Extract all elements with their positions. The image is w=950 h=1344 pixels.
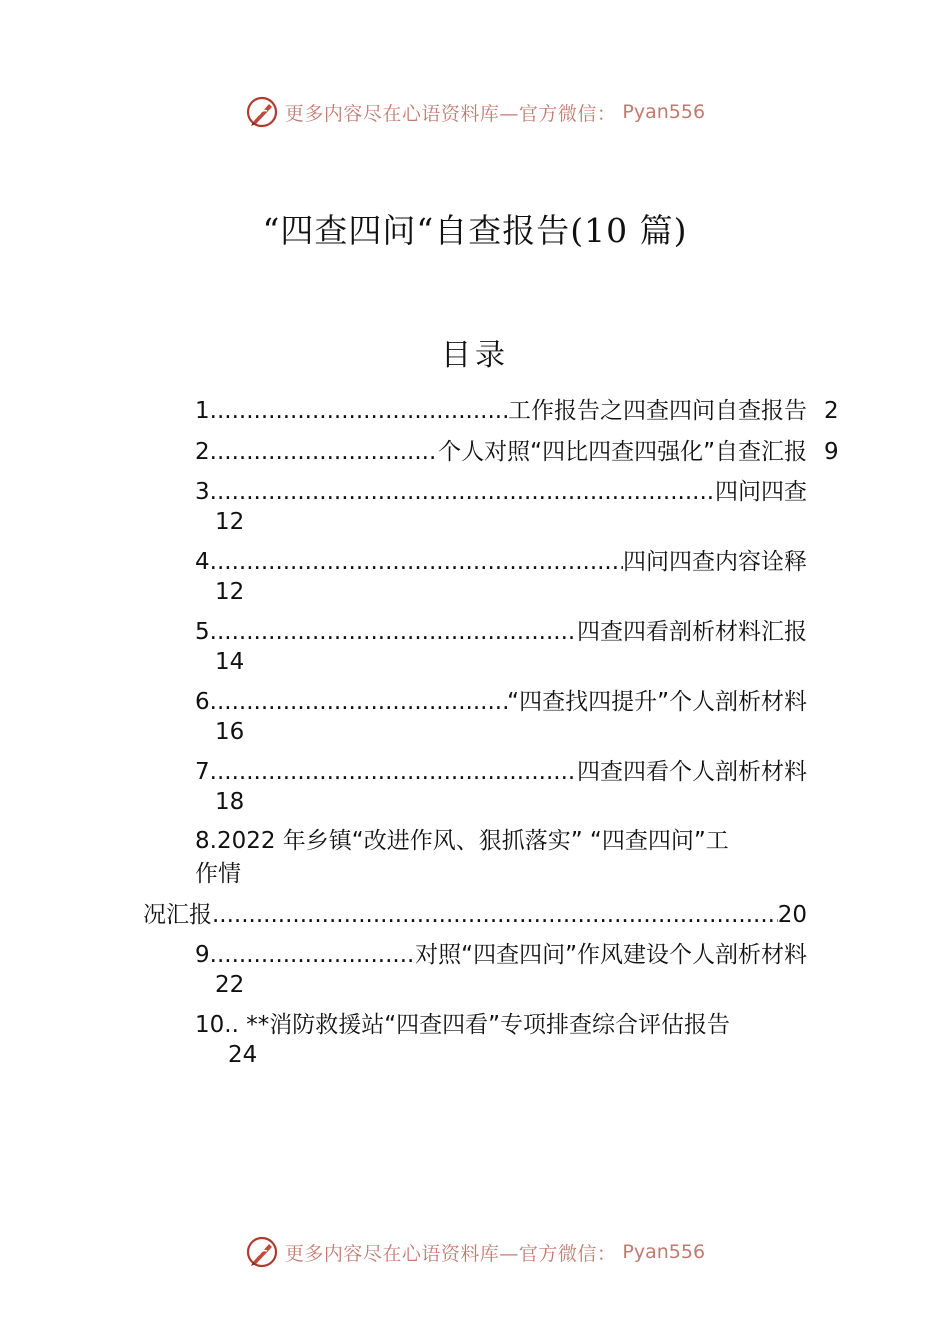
toc-entry-7[interactable] [195, 757, 807, 787]
toc-entry-9[interactable] [195, 940, 807, 970]
toc-entry-title: 工作报告之四查四问自查报告 [508, 398, 807, 424]
toc-entry-number: 10 [195, 1012, 225, 1038]
toc-leader-dots [210, 940, 416, 970]
toc-entry-title: 四问四查内容诠释 [623, 549, 807, 575]
toc-entry-number: 7 [195, 759, 210, 785]
toc-entry-8-line-2: 作情 [195, 861, 241, 887]
toc-entry-8[interactable] [143, 900, 807, 930]
watermark-wechat-id: Pyan556 [622, 1241, 706, 1263]
toc-entry-number: 4 [195, 549, 210, 575]
toc-entry-8-line-1[interactable]: 8.2022 年乡镇“改进作风、狠抓落实” “四查四问”工 [195, 828, 729, 854]
toc-entry-number: 9 [195, 942, 210, 968]
toc-entry-page: 22 [215, 972, 245, 998]
toc-entry-page: 14 [215, 649, 245, 675]
document-title: “四查四问“自查报告(10 篇) [262, 211, 688, 250]
toc-entry-number: 2 [195, 439, 210, 465]
toc-entry-10[interactable] [195, 1010, 807, 1040]
toc-leader-dots [212, 900, 778, 930]
toc-entry-title: 四查四看剖析材料汇报 [577, 619, 807, 645]
toc-entry-page: 24 [228, 1042, 258, 1068]
footer-watermark [0, 1235, 950, 1269]
pen-logo-icon [245, 1235, 279, 1269]
toc-entry-2[interactable] [195, 437, 807, 467]
toc-leader-dots [210, 437, 439, 467]
toc-entry-title: 四问四查 [715, 479, 807, 505]
toc-leader-dots [210, 396, 508, 426]
toc-entry-title: 四查四看个人剖析材料 [577, 759, 807, 785]
watermark-text: 更多内容尽在心语资料库—官方微信： [284, 102, 617, 125]
toc-entry-title: 对照“四查四问”作风建设个人剖析材料 [415, 942, 807, 968]
toc-entry-1[interactable] [195, 396, 807, 426]
toc-entry-page: 2 [824, 398, 839, 424]
watermark-text: 更多内容尽在心语资料库—官方微信： [284, 1242, 617, 1265]
toc-leader-dots [210, 617, 577, 647]
toc-leader-dots [210, 757, 577, 787]
toc-entry-title: 况汇报 [143, 902, 212, 928]
toc-entry-6[interactable] [195, 687, 807, 717]
toc-entry-page: 20 [777, 902, 807, 928]
toc-entry-page: 9 [824, 439, 839, 465]
toc-entry-number: 1 [195, 398, 210, 424]
toc-entry-number: 3 [195, 479, 210, 505]
toc-leader-dots [210, 477, 715, 507]
toc-entry-title: “四查找四提升”个人剖析材料 [507, 689, 807, 715]
toc-entry-page: 16 [215, 719, 245, 745]
watermark-wechat-id: Pyan556 [622, 101, 706, 123]
toc-entry-page: 18 [215, 789, 245, 815]
toc-entry-5[interactable] [195, 617, 807, 647]
toc-entry-title: . **消防救援站“四查四看”专项排查综合评估报告 [231, 1012, 731, 1038]
toc-entry-page: 12 [215, 579, 245, 605]
toc-leader-dot: . [224, 1012, 232, 1038]
toc-entry-3[interactable] [195, 477, 807, 507]
toc-entry-page: 12 [215, 509, 245, 535]
pen-logo-icon [245, 95, 279, 129]
toc-entry-title: 个人对照“四比四查四强化”自查汇报 [438, 439, 807, 465]
toc-leader-dots [210, 687, 508, 717]
header-watermark [0, 95, 950, 129]
toc-heading: 目录 [441, 338, 509, 373]
toc-entry-4[interactable] [195, 547, 807, 577]
toc-entry-number: 5 [195, 619, 210, 645]
toc-leader-dots [210, 547, 623, 577]
toc-entry-number: 6 [195, 689, 210, 715]
